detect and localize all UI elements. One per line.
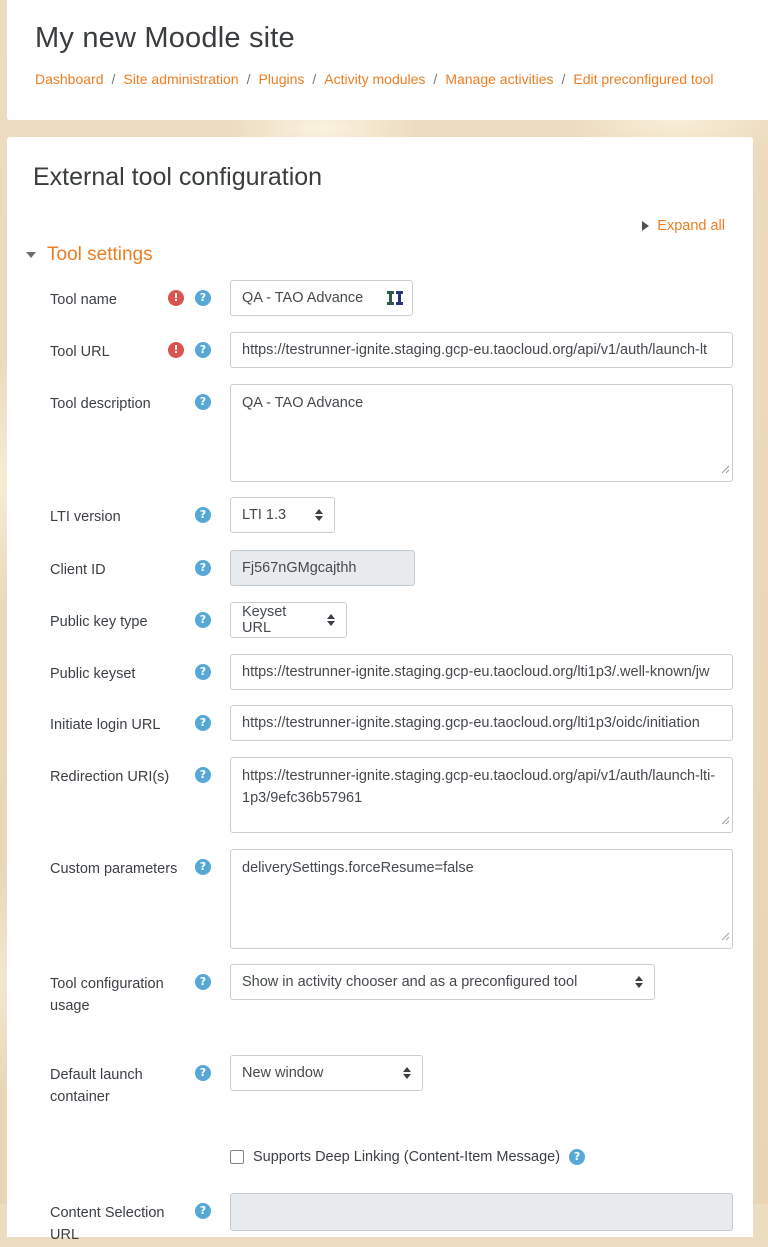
- deep-linking-label: Supports Deep Linking (Content-Item Message): [253, 1148, 561, 1165]
- form-row-public-key-type: [33, 602, 733, 638]
- help-icon[interactable]: ?: [195, 507, 211, 523]
- default-launch-container-select[interactable]: [230, 1055, 423, 1091]
- form-row-public-keyset: [33, 654, 733, 690]
- help-icon[interactable]: ?: [569, 1149, 585, 1165]
- form-row-tool-configuration-usage: [33, 964, 733, 1018]
- deep-linking-checkbox[interactable]: [230, 1150, 244, 1164]
- redirection-uris-textarea[interactable]: [230, 757, 733, 833]
- breadcrumb-link-site-administration[interactable]: Site administration: [123, 71, 239, 87]
- select-arrows-icon: [625, 976, 643, 988]
- lti-version-selected-value: LTI 1.3: [242, 507, 287, 523]
- help-icon[interactable]: ?: [195, 1065, 211, 1081]
- caret-down-icon: [26, 252, 36, 258]
- site-header: [7, 0, 768, 120]
- required-icon: !: [168, 290, 184, 306]
- form-row-default-launch-container: [33, 1055, 733, 1109]
- initiate-login-url-label: Initiate login URL: [50, 717, 161, 733]
- caret-right-icon: [642, 221, 649, 231]
- client-id-label: Client ID: [50, 562, 106, 578]
- tool-description-textarea[interactable]: [230, 384, 733, 482]
- required-icon: !: [168, 342, 184, 358]
- tool-url-input[interactable]: [230, 332, 733, 368]
- breadcrumb-link-edit-preconfigured-tool[interactable]: Edit preconfigured tool: [573, 71, 714, 87]
- custom-parameters-textarea[interactable]: [230, 849, 733, 949]
- external-tool-configuration-card: [7, 137, 753, 1244]
- default-launch-container-selected-value: New window: [242, 1064, 324, 1081]
- content-selection-url-input: [230, 1193, 733, 1231]
- help-icon[interactable]: ?: [195, 290, 211, 306]
- expand-all-row: [33, 218, 733, 234]
- breadcrumb-separator: /: [111, 71, 116, 87]
- select-arrows-icon: [317, 614, 335, 626]
- content-selection-url-label: Content Selection URL: [50, 1204, 165, 1244]
- tool-url-label: Tool URL: [50, 344, 110, 360]
- public-keyset-input[interactable]: [230, 654, 733, 690]
- form-row-tool-description: [33, 384, 733, 482]
- public-key-type-selected-value: Keyset URL: [242, 604, 287, 636]
- breadcrumb-separator: /: [312, 71, 317, 87]
- tool-configuration-usage-select[interactable]: [230, 964, 655, 1000]
- tool-settings-section-title: Tool settings: [47, 244, 153, 265]
- form-row-deep-linking: [33, 1147, 733, 1165]
- initiate-login-url-input[interactable]: [230, 705, 733, 741]
- breadcrumb-separator: /: [561, 71, 566, 87]
- help-icon[interactable]: ?: [195, 715, 211, 731]
- redirection-uris-label: Redirection URI(s): [50, 769, 170, 785]
- page-title: External tool configuration: [33, 163, 323, 191]
- breadcrumb: [35, 71, 748, 87]
- resize-grip-icon[interactable]: [721, 461, 730, 479]
- client-id-input: [230, 550, 415, 586]
- help-icon[interactable]: ?: [195, 342, 211, 358]
- form-row-redirection-uris: [33, 757, 733, 833]
- help-icon[interactable]: ?: [195, 612, 211, 628]
- tool-configuration-usage-selected-value: Show in activity chooser and as a preconfigured tool: [242, 974, 578, 990]
- help-icon[interactable]: ?: [195, 767, 211, 783]
- help-icon[interactable]: ?: [195, 1203, 211, 1219]
- resize-grip-icon[interactable]: [721, 812, 730, 830]
- breadcrumb-separator: /: [246, 71, 251, 87]
- form-row-tool-url: [33, 332, 733, 368]
- breadcrumb-link-dashboard[interactable]: Dashboard: [35, 71, 104, 87]
- form-row-tool-name: [33, 280, 733, 316]
- tool-configuration-usage-label: Tool configuration usage: [50, 976, 164, 1015]
- public-keyset-label: Public keyset: [50, 666, 136, 682]
- help-icon[interactable]: ?: [195, 664, 211, 680]
- lti-version-select[interactable]: [230, 497, 335, 533]
- select-arrows-icon: [393, 1067, 411, 1079]
- lti-version-label: LTI version: [50, 509, 121, 525]
- default-launch-container-label: Default launch container: [50, 1066, 143, 1106]
- expand-all-label: Expand all: [657, 218, 725, 234]
- tool-description-label: Tool description: [50, 396, 151, 412]
- breadcrumb-link-manage-activities[interactable]: Manage activities: [445, 71, 554, 87]
- form-row-lti-version: [33, 497, 733, 533]
- help-icon[interactable]: ?: [195, 560, 211, 576]
- breadcrumb-separator: /: [433, 71, 438, 87]
- help-icon[interactable]: ?: [195, 394, 211, 410]
- expand-all-link[interactable]: [642, 218, 725, 234]
- tao-editor-icon[interactable]: [387, 291, 404, 310]
- help-icon[interactable]: ?: [195, 974, 211, 990]
- select-arrows-icon: [305, 509, 323, 521]
- form-row-content-selection-url: [33, 1193, 733, 1247]
- custom-parameters-label: Custom parameters: [50, 861, 178, 877]
- form-row-custom-parameters: [33, 849, 733, 949]
- tool-name-input[interactable]: [230, 280, 413, 316]
- breadcrumb-link-activity-modules[interactable]: Activity modules: [324, 71, 426, 87]
- help-icon[interactable]: ?: [195, 859, 211, 875]
- resize-grip-icon[interactable]: [721, 928, 730, 946]
- public-key-type-select[interactable]: [230, 602, 347, 638]
- tool-settings-section-toggle[interactable]: [26, 244, 733, 266]
- breadcrumb-link-plugins[interactable]: Plugins: [258, 71, 305, 87]
- public-key-type-label: Public key type: [50, 614, 148, 630]
- form-row-client-id: [33, 550, 733, 586]
- tool-name-label: Tool name: [50, 292, 117, 308]
- form-row-initiate-login-url: [33, 705, 733, 741]
- site-title: My new Moodle site: [35, 22, 295, 54]
